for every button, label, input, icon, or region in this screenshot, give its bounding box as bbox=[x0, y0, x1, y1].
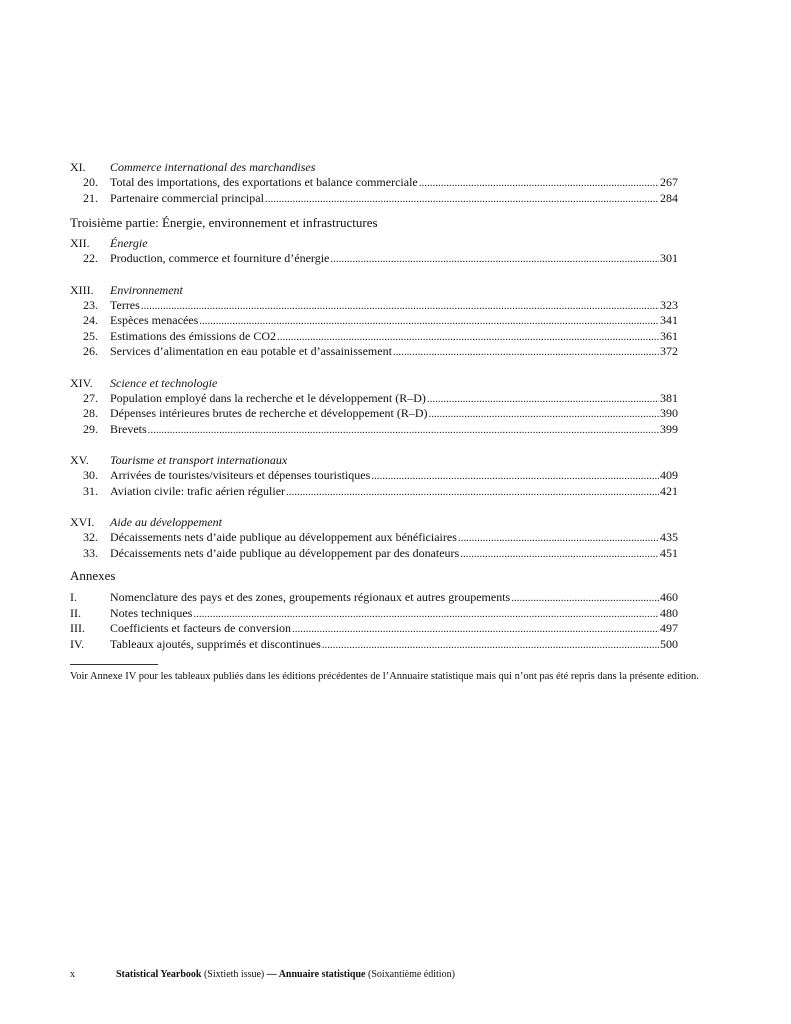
section-number: XI. bbox=[70, 160, 86, 174]
entry-label: Services d’alimentation en eau potable et d’assainissement bbox=[110, 344, 392, 358]
section-title: Énergie bbox=[110, 236, 148, 250]
dot-leader bbox=[277, 330, 659, 346]
entry-number: 32. bbox=[83, 530, 98, 544]
section-heading bbox=[70, 159, 678, 175]
entry-page-number: 323 bbox=[660, 297, 678, 312]
entry-page-number: 267 bbox=[660, 175, 678, 189]
section-title: Aide au développement bbox=[110, 515, 222, 529]
dot-leader bbox=[427, 392, 659, 408]
section-number: XII. bbox=[70, 236, 90, 250]
entry-label: Terres bbox=[110, 297, 140, 312]
entry-number: 25. bbox=[83, 328, 98, 343]
section-title: Commerce international des marchandises bbox=[110, 160, 316, 174]
entry-page-number: 421 bbox=[660, 483, 678, 498]
dot-leader bbox=[393, 345, 659, 361]
section-title: Science et technologie bbox=[110, 375, 218, 390]
entry-label: Partenaire commercial principal bbox=[110, 190, 264, 205]
entry-label: Brevets bbox=[110, 421, 147, 436]
annex-page-number: 460 bbox=[660, 590, 678, 604]
entry-label: Dépenses intérieures brutes de recherche et développement (R–D) bbox=[110, 406, 428, 420]
footnote: Voir Annexe IV pour les tableaux publiés dans les éditions précédentes de l’Annuaire statistique mais qui n’ont pas été repris dans la présente edition. bbox=[70, 671, 699, 682]
dot-leader bbox=[371, 469, 659, 485]
toc-entry[interactable] bbox=[70, 175, 678, 191]
entry-number: 33. bbox=[83, 545, 98, 560]
toc-section bbox=[70, 282, 678, 360]
section-number: XIV. bbox=[70, 375, 93, 390]
toc-section bbox=[70, 452, 678, 499]
footer-issue-fr: (Soixantième édition) bbox=[365, 969, 455, 980]
toc-section bbox=[70, 375, 678, 438]
section-number: XIII. bbox=[70, 282, 94, 297]
entry-label: Estimations des émissions de CO2 bbox=[110, 328, 276, 343]
toc-entry[interactable] bbox=[70, 391, 678, 407]
annex-page-number: 497 bbox=[660, 621, 678, 635]
annex-entry[interactable] bbox=[70, 606, 678, 622]
entry-page-number: 341 bbox=[660, 313, 678, 327]
section-heading bbox=[70, 375, 678, 391]
toc-entry[interactable] bbox=[70, 422, 678, 438]
dot-leader bbox=[286, 485, 659, 501]
entry-label: Aviation civile: trafic aérien régulier bbox=[110, 483, 286, 498]
footer-page-number: x bbox=[70, 969, 75, 980]
annex-label: Tableaux ajoutés, supprimés et discontinues bbox=[110, 636, 321, 651]
annexes-list bbox=[70, 590, 678, 652]
entry-number: 31. bbox=[83, 483, 98, 498]
entry-label: Décaissements nets d’aide publique au développement par des donateurs bbox=[110, 545, 460, 560]
entry-page-number: 361 bbox=[660, 328, 678, 343]
entry-page-number: 390 bbox=[660, 406, 678, 420]
footer-title-fr: Annuaire statistique bbox=[276, 969, 366, 980]
footer-issue-en: (Sixtieth issue) bbox=[201, 969, 267, 980]
entry-number: 22. bbox=[83, 251, 98, 265]
entry-label: Production, commerce et fourniture d’énergie bbox=[110, 251, 330, 265]
dot-leader bbox=[511, 591, 659, 607]
part3-heading: Troisième partie: Énergie, environnement et infrastructures bbox=[70, 215, 378, 230]
page-footer bbox=[70, 969, 455, 981]
dot-leader bbox=[292, 622, 659, 638]
part2-sections bbox=[70, 159, 678, 206]
dot-leader bbox=[322, 638, 659, 654]
toc-entry[interactable] bbox=[70, 344, 678, 360]
section-heading bbox=[70, 282, 678, 298]
toc-section bbox=[70, 235, 678, 267]
entry-label: Espèces menacées bbox=[110, 313, 199, 327]
entry-page-number: 399 bbox=[660, 421, 678, 436]
annex-entry[interactable] bbox=[70, 621, 678, 637]
annex-label: Notes techniques bbox=[110, 605, 193, 620]
annex-page-number: 500 bbox=[660, 636, 678, 651]
table-of-contents bbox=[70, 159, 699, 683]
toc-entry[interactable] bbox=[70, 329, 678, 345]
entry-page-number: 372 bbox=[660, 344, 678, 358]
toc-entry[interactable] bbox=[70, 530, 678, 546]
dot-leader bbox=[419, 176, 659, 192]
entry-number: 26. bbox=[83, 344, 98, 358]
entry-label: Décaissements nets d’aide publique au développement aux bénéficiaires bbox=[110, 530, 457, 544]
entry-number: 20. bbox=[83, 175, 98, 189]
section-title: Environnement bbox=[110, 282, 183, 297]
footer-title bbox=[116, 969, 455, 981]
annex-label: Coefficients et facteurs de conversion bbox=[110, 621, 292, 635]
toc-entry[interactable] bbox=[70, 191, 678, 207]
entry-label: Population employé dans la recherche et le développement (R–D) bbox=[110, 390, 426, 405]
entry-page-number: 451 bbox=[660, 545, 678, 560]
entry-page-number: 301 bbox=[660, 251, 678, 265]
entry-number: 24. bbox=[83, 313, 98, 327]
dot-leader bbox=[330, 252, 659, 268]
dot-leader bbox=[458, 531, 659, 547]
toc-entry[interactable] bbox=[70, 298, 678, 314]
entry-number: 21. bbox=[83, 190, 98, 205]
toc-entry[interactable] bbox=[70, 546, 678, 562]
toc-section bbox=[70, 159, 678, 206]
section-heading bbox=[70, 235, 678, 251]
entry-number: 23. bbox=[83, 297, 98, 312]
toc-entry[interactable] bbox=[70, 484, 678, 500]
entry-page-number: 381 bbox=[660, 390, 678, 405]
annex-entry[interactable] bbox=[70, 637, 678, 653]
entry-label: Arrivées de touristes/visiteurs et dépenses touristiques bbox=[110, 468, 371, 482]
section-heading bbox=[70, 452, 678, 468]
entry-number: 30. bbox=[83, 468, 98, 482]
dot-leader bbox=[429, 407, 659, 423]
toc-entry[interactable] bbox=[70, 313, 678, 329]
dot-leader bbox=[199, 314, 659, 330]
dot-leader bbox=[265, 192, 659, 208]
section-heading bbox=[70, 514, 678, 530]
entry-label: Total des importations, des exportations et balance commerciale bbox=[110, 175, 418, 189]
part3-sections bbox=[70, 235, 678, 561]
annex-number: III. bbox=[70, 621, 85, 635]
entry-page-number: 409 bbox=[660, 468, 678, 482]
section-title: Tourisme et transport internationaux bbox=[110, 453, 288, 467]
annex-entry[interactable] bbox=[70, 590, 678, 606]
entry-number: 28. bbox=[83, 406, 98, 420]
dot-leader bbox=[141, 299, 659, 315]
toc-entry[interactable] bbox=[70, 468, 678, 484]
entry-number: 29. bbox=[83, 421, 98, 436]
footnote-rule bbox=[70, 664, 158, 665]
dot-leader bbox=[193, 607, 659, 623]
annex-page-number: 480 bbox=[660, 605, 678, 620]
toc-entry[interactable] bbox=[70, 406, 678, 422]
annex-label: Nomenclature des pays et des zones, groupements régionaux et autres groupements bbox=[110, 590, 511, 604]
footer-title-en: Statistical Yearbook bbox=[116, 969, 202, 980]
annexes-heading: Annexes bbox=[70, 568, 116, 583]
footer-dash: — bbox=[266, 969, 277, 980]
annex-number: II. bbox=[70, 605, 81, 620]
dot-leader bbox=[148, 423, 659, 439]
entry-number: 27. bbox=[83, 390, 98, 405]
toc-entry[interactable] bbox=[70, 251, 678, 267]
entry-page-number: 284 bbox=[660, 190, 678, 205]
dot-leader bbox=[460, 547, 659, 563]
section-number: XVI. bbox=[70, 515, 95, 529]
section-number: XV. bbox=[70, 453, 89, 467]
annex-number: I. bbox=[70, 590, 77, 604]
annex-number: IV. bbox=[70, 636, 85, 651]
toc-section bbox=[70, 514, 678, 561]
entry-page-number: 435 bbox=[660, 530, 678, 544]
